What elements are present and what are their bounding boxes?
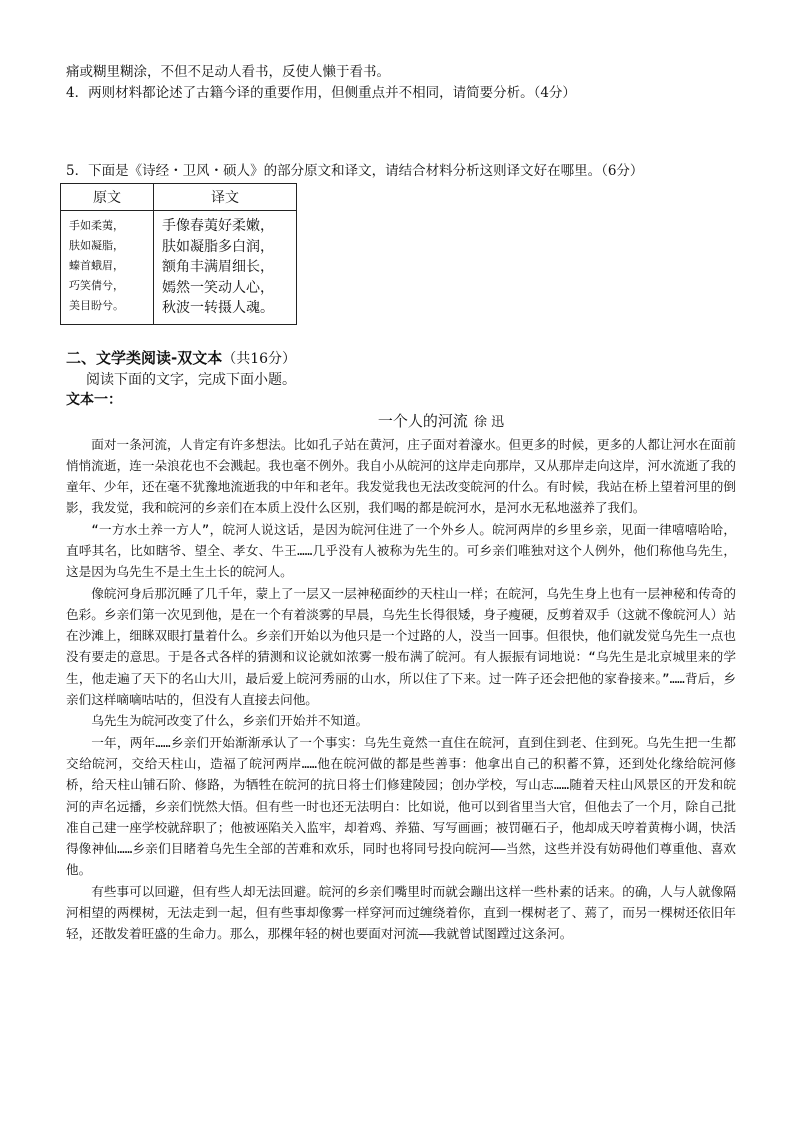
translation-cell: [154, 211, 297, 325]
section-title: [66, 347, 736, 370]
translation-line: 手像春荑好柔嫩，: [162, 218, 274, 234]
translation-line: 肤如凝脂多白润，: [162, 238, 274, 255]
original-line: 美目盼兮。: [69, 299, 124, 312]
translation-line: 额角丰满眉细长，: [162, 259, 274, 275]
article-title: [146, 410, 736, 434]
text-label: 文本一：: [66, 391, 122, 408]
header-original: 原文: [61, 184, 154, 211]
original-line: 肤如凝脂，: [69, 239, 124, 252]
article-title-text: 一个人的河流: [377, 411, 468, 430]
article-paragraph: 像皖河身后那沉睡了几千年，蒙上了一层又一层神秘面纱的天柱山一样；在皖河，乌先生身上也有一层神秘和传奇的色彩。乡亲们第一次见到他，是在一个有着淡雾的早晨，乌先生长得很矮，身子瘦硬，反剪着双手（这就不像皖河人）站在沙滩上，细眯双眼打量着什么。乡亲们开始以为他只是一个过路的人，没当一回事。但很快，他们就发觉乌先生一点也没有要走的意思。于是各式各样的猜测和议论就如浓雾一般布满了皖河。有人振振有词地说：“乌先生是北京城里来的学生，他走遍了天下的名山大川，最后爱上皖河秀丽的山水，所以住了下来。过一阵子还会把他的家眷接来。”……背后，乡亲们这样嘀嘀咕咕的，但没有人直接去问他。: [66, 585, 736, 708]
article-paragraph: 乌先生为皖河改变了什么，乡亲们开始并不知道。: [91, 713, 369, 729]
document-page: [66, 62, 736, 945]
section-score: （共16分）: [222, 350, 297, 367]
original-line: 手如柔荑，: [69, 219, 124, 232]
article-body: [66, 434, 736, 945]
header-translation: 译文: [154, 184, 297, 211]
original-line: 巧笑倩兮，: [69, 279, 124, 292]
article-paragraph: 面对一条河流，人肯定有许多想法。比如孔子站在黄河，庄子面对着濠水。但更多的时候，更多的人都让河水在面前悄悄流逝，连一朵浪花也不会溅起。我也毫不例外。我自小从皖河的这岸走向那岸，又从那岸走向这岸，河水流逝了我的童年、少年，还在毫不犹豫地流逝我的中年和老年。我发觉我也无法改变皖河的什么。有时候，我站在桥上望着河里的倒影，我发觉，我和皖河的乡亲们在本质上没什么区别，我们喝的都是皖河水，是河水无私地滋养了我们。: [66, 436, 736, 516]
original-line: 螓首蛾眉，: [69, 259, 124, 272]
poem-table: [60, 183, 297, 325]
question-4: 4．两则材料都论述了古籍今译的重要作用，但侧重点并不相同，请简要分析。（4分）: [66, 85, 576, 101]
section-title-text: 二、文学类阅读-双文本: [66, 348, 223, 367]
original-cell: [61, 211, 154, 325]
translation-line: 秋波一转摄人魂。: [162, 300, 274, 316]
translation-line: 嫣然一笑动人心，: [162, 279, 274, 296]
section-instruction: 阅读下面的文字，完成下面小题。: [86, 371, 296, 388]
continued-text: 痛或糊里糊涂，不但不足动人看书，反使人懒于看书。: [66, 64, 390, 80]
article-paragraph: “一方水土养一方人”，皖河人说这话，是因为皖河住进了一个外乡人。皖河两岸的乡里乡亲，见面一律嘻嘻哈哈，直呼其名，比如瞎爷、望全、孝女、牛王……几乎没有人被称为先生的。可乡亲们唯独对这个人例外，他们称他乌先生，这是因为乌先生不是土生土长的皖河人。: [66, 521, 736, 580]
question-5: 5．下面是《诗经・卫风・硕人》的部分原文和译文，请结合材料分析这则译文好在哪里。（6分）: [66, 163, 644, 179]
article-paragraph: 有些事可以回避，但有些人却无法回避。皖河的乡亲们嘴里时而就会蹦出这样一些朴素的话来。的确，人与人就像隔河相望的两棵树，无法走到一起，但有些事却像雾一样穿河而过缠绕着你，直到一棵树老了、蔫了，而另一棵树还依旧年轻，还散发着旺盛的生命力。那么，那棵年轻的树也要面对河流——我就曾试图蹚过这条河。: [66, 883, 736, 942]
article-paragraph: 一年，两年……乡亲们开始渐渐承认了一个事实：乌先生竟然一直住在皖河，直到住到老、住到死。乌先生把一生都交给皖河，交给天柱山，造福了皖河两岸……他在皖河做的都是些善事：他拿出自己的积蓄不算，还到处化缘给皖河修桥，给天柱山铺石阶、修路，为牺牲在皖河的抗日将士们修建陵园；创办学校，写山志……随着天柱山风景区的开发和皖河的声名远播，乡亲们恍然大悟。但有些一时也还无法明白：比如说，他可以到省里当大官，但他去了一个月，除自己批准自己建一座学校就辞职了；他被诬陷关入监牢，却着鸡、养猫、写写画画；被罚砸石子，他却成天哼着黄梅小调，快活得像神仙……乡亲们目睹着乌先生全部的苦难和欢乐，同时也将同号投向皖河——当然，这些并没有妨碍他们尊重他、喜欢他。: [66, 734, 736, 878]
article-author: 徐 迅: [473, 414, 505, 430]
